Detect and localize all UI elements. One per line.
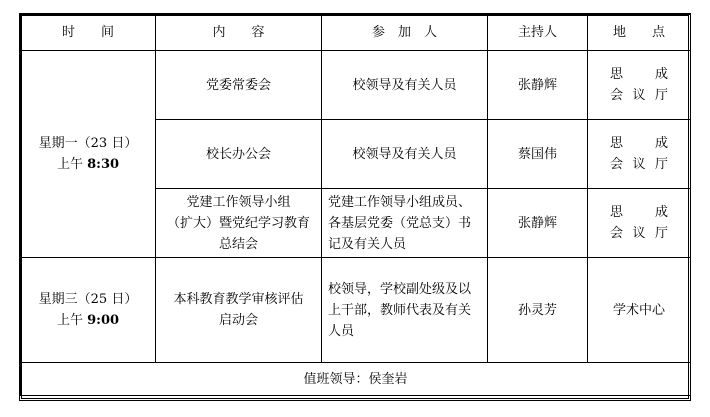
day-label: 星期三（25 日） <box>38 292 138 307</box>
header-location: 地 点 <box>588 15 691 51</box>
time-label: 上午 9:00 <box>56 313 120 328</box>
header-row <box>21 15 691 51</box>
header-participants: 参 加 人 <box>322 15 488 51</box>
duty-leader: 值班领导：侯奎岩 <box>21 363 691 396</box>
content-cell: 本科教育教学审核评估 启动会 <box>156 258 322 363</box>
location-cell: 思 成 会 议 厅 <box>588 189 691 258</box>
time-cell-monday <box>21 51 156 258</box>
host-cell: 孙灵芳 <box>488 258 588 363</box>
host-cell: 蔡国伟 <box>488 120 588 189</box>
host-cell: 张静辉 <box>488 189 588 258</box>
location-cell: 思 成 会 议 厅 <box>588 51 691 120</box>
location-cell: 学术中心 <box>588 258 691 363</box>
time-cell-wednesday <box>21 258 156 363</box>
header-time: 时 间 <box>21 15 156 51</box>
table-row <box>21 258 691 363</box>
content-cell: 校长办公会 <box>156 120 322 189</box>
schedule-table <box>20 14 691 396</box>
participants-cell: 校领导及有关人员 <box>322 51 488 120</box>
host-cell: 张静辉 <box>488 51 588 120</box>
location-cell: 思 成 会 议 厅 <box>588 120 691 189</box>
day-label: 星期一（23 日） <box>38 136 138 151</box>
participants-cell: 校领导，学校副处级及以 上干部，教师代表及有关 人员 <box>322 258 488 363</box>
content-cell: 党委常委会 <box>156 51 322 120</box>
footer-row <box>21 363 691 396</box>
participants-cell: 党建工作领导小组成员、 各基层党委（党总支）书 记及有关人员 <box>322 189 488 258</box>
table-row <box>21 51 691 120</box>
time-label: 上午 8:30 <box>56 157 120 172</box>
participants-cell: 校领导及有关人员 <box>322 120 488 189</box>
header-content: 内 容 <box>156 15 322 51</box>
content-cell: 党建工作领导小组 （扩大）暨党纪学习教育 总结会 <box>156 189 322 258</box>
header-host: 主持人 <box>488 15 588 51</box>
